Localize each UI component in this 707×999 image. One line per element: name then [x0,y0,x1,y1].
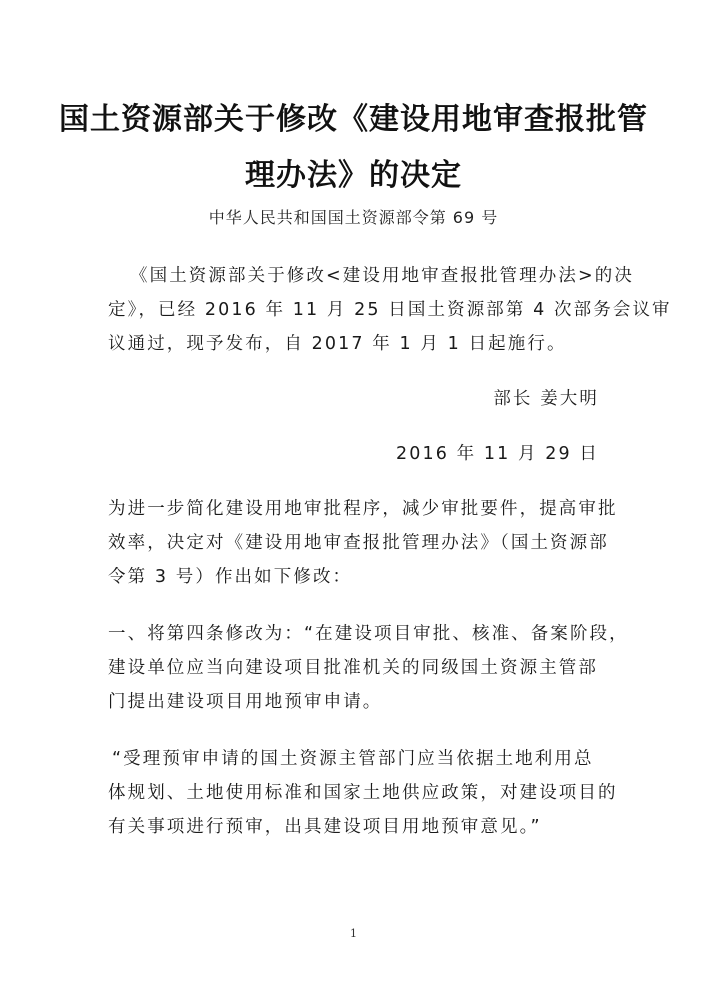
amendment-line: 一、将第四条修改为：“在建设项目审批、核准、备案阶段， [108,624,629,644]
intro-line: 议通过，现予发布，自 2017 年 1 月 1 日起施行。 [108,334,567,354]
signing-date: 2016 年 11 月 29 日 [396,444,599,464]
amendment-line: 有关事项进行预审，出具建设项目用地预审意见。” [108,817,542,837]
amendment-line: 门提出建设项目用地预审申请。 [108,692,383,712]
page-number: 1 [350,927,357,940]
amendment-line: “受理预审申请的国土资源主管部门应当依据土地利用总 [112,749,594,769]
decree-number: 中华人民共和国国土资源部令第 69 号 [208,208,499,227]
amendment-line: 建设单位应当向建设项目批准机关的同级国土资源主管部 [108,658,598,678]
paragraph-line: 效率，决定对《建设用地审查报批管理办法》（国土资源部 [108,533,609,553]
paragraph-line: 为进一步简化建设用地审批程序，减少审批要件，提高审批 [108,499,618,519]
signature: 部长 姜大明 [493,389,599,409]
intro-line: 定》，已经 2016 年 11 月 25 日国土资源部第 4 次部务会议审 [108,300,672,320]
amendment-line: 体规划、土地使用标准和国家土地供应政策，对建设项目的 [108,783,618,803]
intro-line: 《国土资源部关于修改<建设用地审查报批管理办法>的决 [130,266,634,286]
document-title-line-1: 国土资源部关于修改《建设用地审查报批管 [59,102,648,137]
document-title-line-2: 理办法》的决定 [245,158,462,193]
paragraph-line: 令第 3 号）作出如下修改： [108,567,353,587]
